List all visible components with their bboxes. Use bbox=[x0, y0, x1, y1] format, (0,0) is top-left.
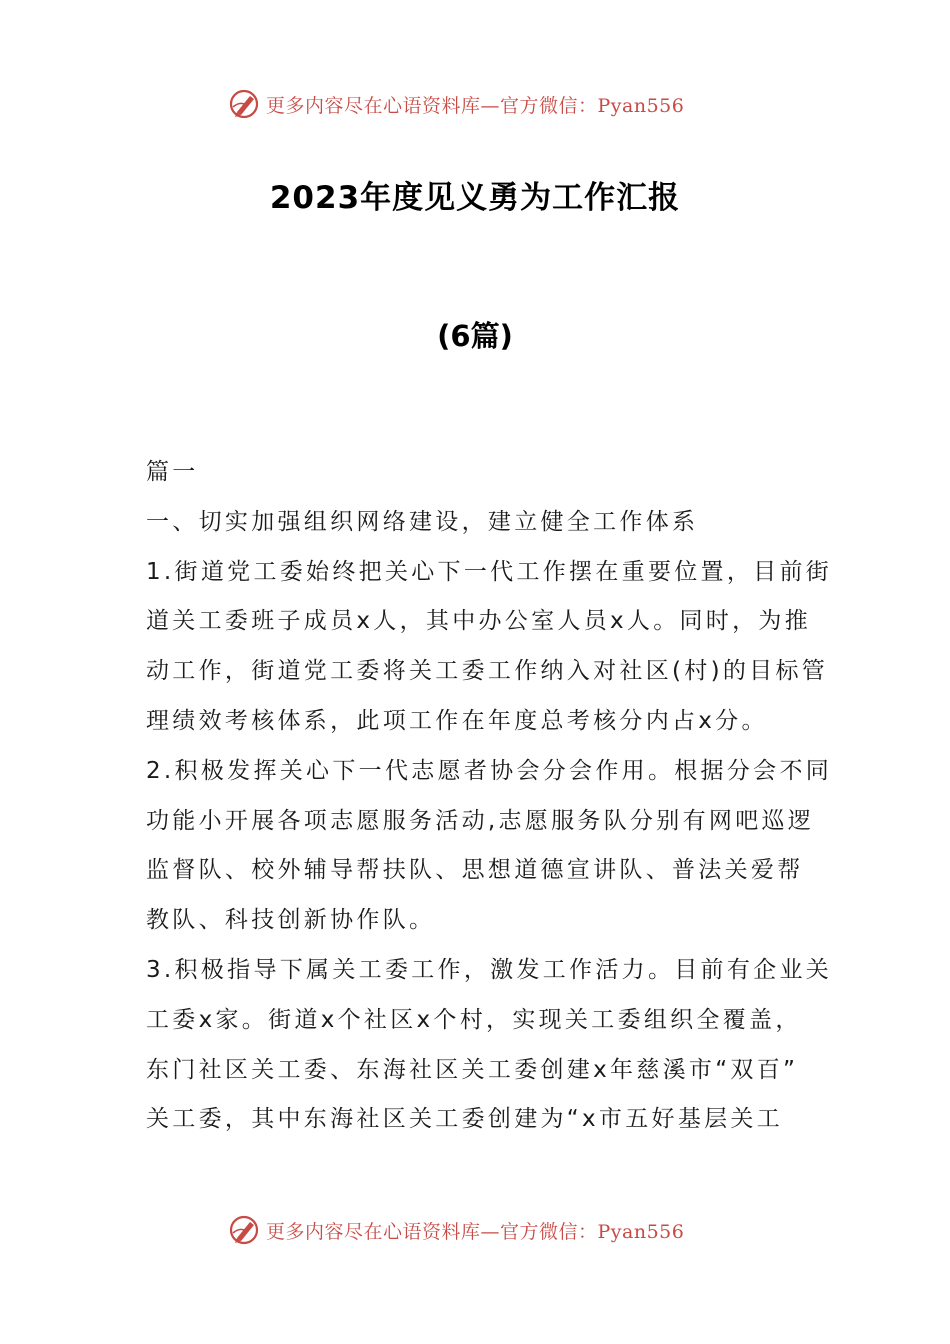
body-line: 工委x家。街道x个社区x个村，实现关工委组织全覆盖， bbox=[146, 1006, 802, 1033]
document-title: 2023年度见义勇为工作汇报 bbox=[269, 180, 681, 216]
body-line: 东门社区关工委、东海社区关工委创建x年慈溪市“双百” bbox=[146, 1056, 799, 1083]
document-body bbox=[146, 448, 833, 1145]
body-line: 2.积极发挥关心下一代志愿者协会分会作用。根据分会不同 bbox=[146, 757, 833, 784]
watermark-text: 更多内容尽在心语资料库—官方微信：Pyan556 bbox=[266, 1220, 685, 1243]
watermark-banner-top bbox=[228, 86, 684, 122]
pen-logo-icon bbox=[228, 87, 262, 121]
body-line: 理绩效考核体系，此项工作在年度总考核分内占x分。 bbox=[146, 707, 768, 734]
subsection-heading: 一、切实加强组织网络建设，建立健全工作体系 bbox=[146, 508, 699, 535]
body-line: 道关工委班子成员x人，其中办公室人员x人。同时，为推 bbox=[146, 608, 812, 635]
pen-logo-icon bbox=[228, 1213, 262, 1247]
document-subtitle: (6篇) bbox=[437, 319, 513, 353]
section-heading: 篇一 bbox=[146, 459, 199, 485]
body-line: 监督队、校外辅导帮扶队、思想道德宣讲队、普法关爱帮 bbox=[146, 857, 804, 884]
watermark-banner-bottom bbox=[228, 1212, 684, 1248]
body-line: 3.积极指导下属关工委工作，激发工作活力。目前有企业关 bbox=[146, 956, 833, 983]
body-line: 功能小开展各项志愿服务活动,志愿服务队分别有网吧巡逻 bbox=[146, 807, 815, 834]
body-line: 教队、科技创新协作队。 bbox=[146, 907, 436, 934]
body-line: 关工委，其中东海社区关工委创建为“x市五好基层关工 bbox=[146, 1106, 784, 1133]
body-line: 动工作，街道党工委将关工委工作纳入对社区(村)的目标管 bbox=[146, 658, 829, 685]
watermark-text: 更多内容尽在心语资料库—官方微信：Pyan556 bbox=[266, 94, 685, 117]
body-line: 1.街道党工委始终把关心下一代工作摆在重要位置，目前街 bbox=[146, 558, 833, 585]
